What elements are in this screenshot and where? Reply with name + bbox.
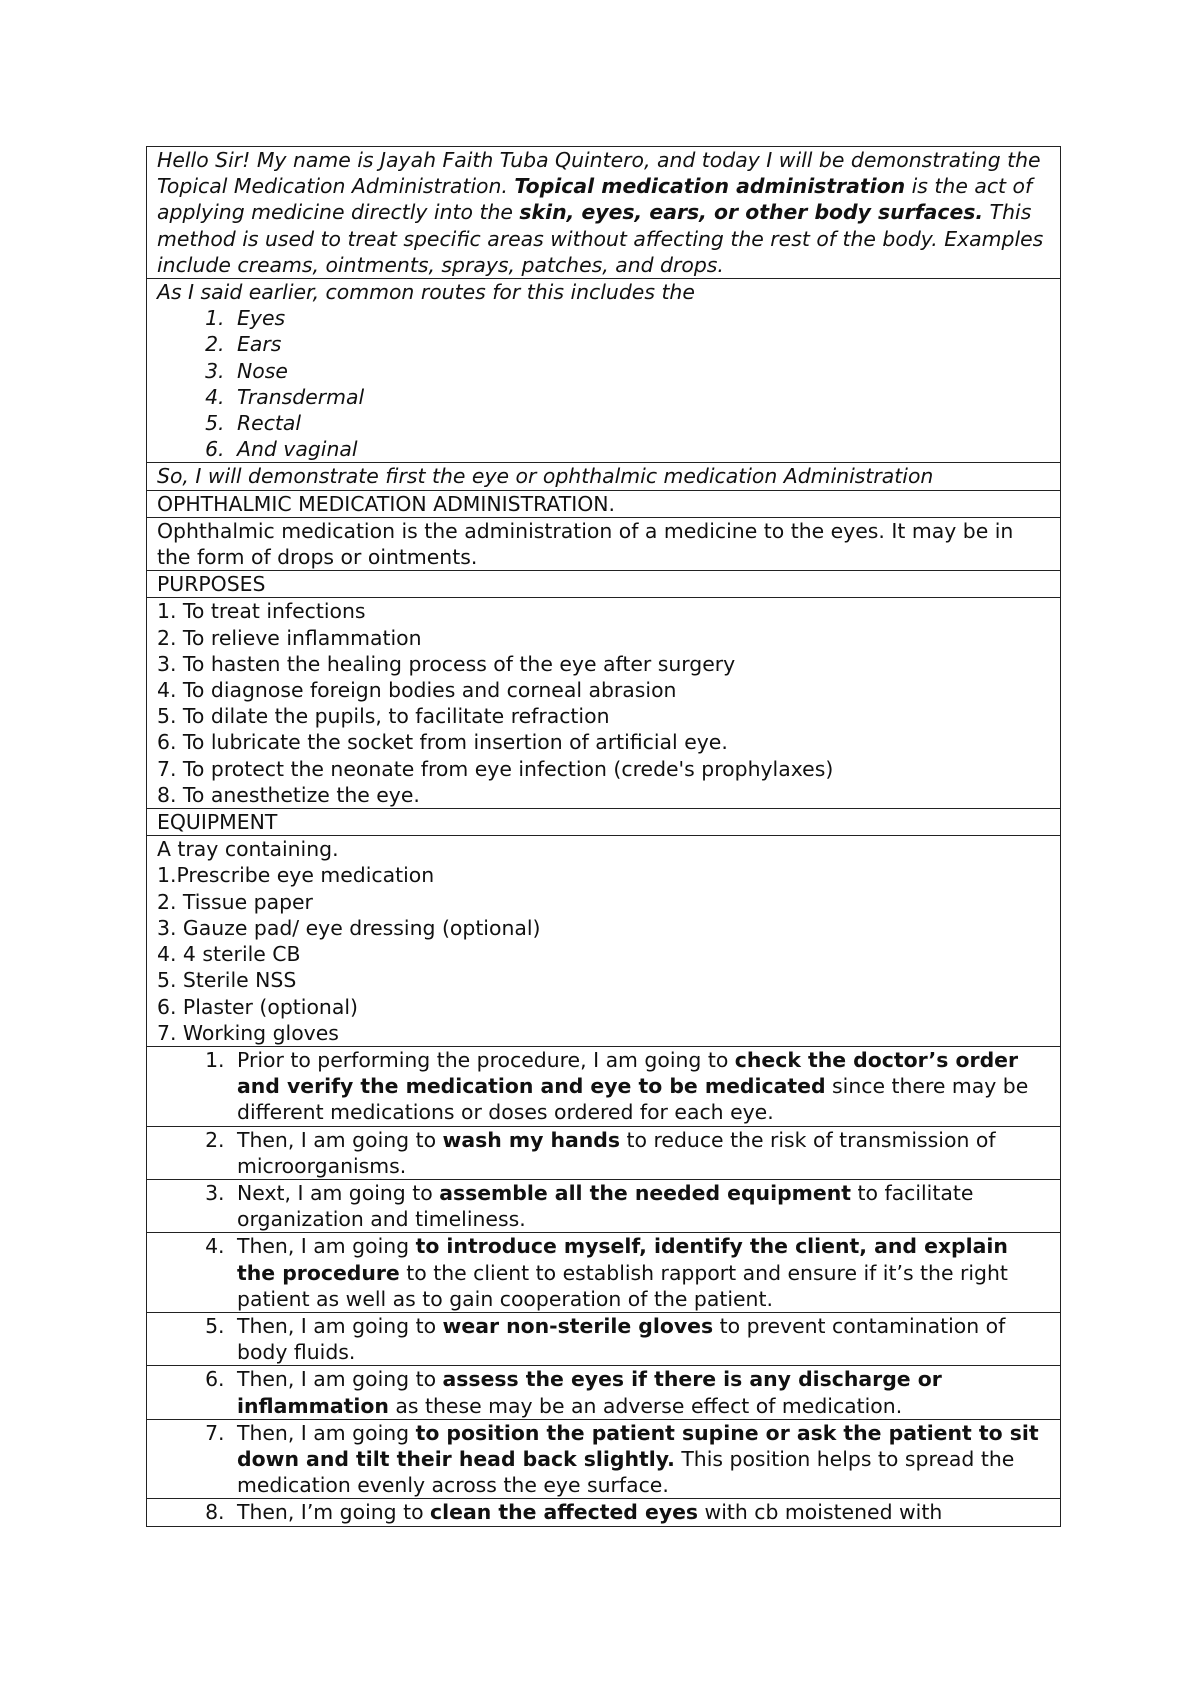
demo-line: So, I will demonstrate first the eye or ophthalmic medication Administration xyxy=(147,463,1061,490)
ophthalmic-heading-row xyxy=(147,490,1061,517)
equipment-item: 5. Sterile NSS xyxy=(157,968,297,993)
step-item xyxy=(231,1180,1050,1232)
step-text: to reduce the risk of transmission of microorganisms. xyxy=(237,1127,996,1178)
demo-row xyxy=(147,463,1061,490)
step-bold: assemble all the needed equipment xyxy=(439,1180,852,1205)
equipment-item: 1.Prescribe eye medication xyxy=(157,863,435,888)
step-text: as these may be an adverse effect of medication. xyxy=(388,1393,903,1418)
purposes-heading-row xyxy=(147,571,1061,598)
route-item: 5. Rectal xyxy=(231,410,1050,436)
routes-cell xyxy=(147,279,1061,463)
step-cell xyxy=(147,1499,1061,1526)
step-item xyxy=(231,1233,1050,1312)
step-bold: to introduce myself, identify the client, and explain the procedure xyxy=(237,1234,1008,1285)
step-bold: to position the patient supine or ask the patient to sit down and tilt their head back slightly. xyxy=(237,1420,1039,1471)
step-text: Next, I am going to xyxy=(237,1180,440,1205)
equipment-item: 3. Gauze pad/ eye dressing (optional) xyxy=(157,915,541,940)
purposes-row xyxy=(147,598,1061,809)
purpose-item: 3. To hasten the healing process of the eye after surgery xyxy=(157,651,736,676)
step-text: Then, I am going to xyxy=(237,1127,443,1152)
route-item: 3. Nose xyxy=(231,358,1050,384)
route-item: 6. And vaginal xyxy=(231,436,1050,462)
purpose-item: 7. To protect the neonate from eye infection (crede's prophylaxes) xyxy=(157,756,834,781)
step-text: to the client to establish rapport and ensure if it’s the right patient as well as to gain cooperation of the patient. xyxy=(237,1260,1008,1311)
step-text: to prevent contamination of body fluids. xyxy=(237,1313,1006,1365)
equipment-item: 4. 4 sterile CB xyxy=(157,942,301,967)
step-bold: clean the affected eyes xyxy=(430,1500,699,1525)
intro-cell xyxy=(147,147,1061,279)
step-text: This position helps to spread the medication evenly across the eye surface. xyxy=(237,1446,1015,1498)
procedure-table xyxy=(146,146,1061,1527)
step-cell xyxy=(147,1179,1061,1232)
equipment-lead: A tray containing. xyxy=(157,837,339,862)
step-item xyxy=(231,1366,1050,1418)
equipment-heading-row xyxy=(147,809,1061,836)
equipment-item: 7. Working gloves xyxy=(157,1020,339,1045)
equipment-row xyxy=(147,836,1061,1047)
step-item xyxy=(231,1047,1050,1126)
step-cell xyxy=(147,1419,1061,1499)
step-cell xyxy=(147,1366,1061,1419)
route-item: 2. Ears xyxy=(231,331,1050,357)
step-row xyxy=(147,1126,1061,1179)
equipment-item: 6. Plaster (optional) xyxy=(157,994,358,1019)
ophthalmic-definition-row xyxy=(147,517,1061,570)
purpose-item: 4. To diagnose foreign bodies and corneal abrasion xyxy=(157,678,677,703)
step-row xyxy=(147,1312,1061,1365)
step-row xyxy=(147,1046,1061,1126)
intro-row xyxy=(147,147,1061,279)
purpose-item: 6. To lubricate the socket from insertion of artificial eye. xyxy=(157,730,728,755)
step-text: Then, I am going xyxy=(237,1234,416,1259)
step-text: Then, I’m going to xyxy=(237,1500,431,1525)
step-item xyxy=(231,1313,1050,1365)
step-cell xyxy=(147,1233,1061,1313)
step-text: to facilitate organization and timeliness. xyxy=(237,1180,974,1232)
equipment-heading: EQUIPMENT xyxy=(147,809,1061,836)
ophthalmic-heading: OPHTHALMIC MEDICATION ADMINISTRATION. xyxy=(147,490,1061,517)
step-row xyxy=(147,1419,1061,1499)
step-text: with cb moistened with xyxy=(698,1500,943,1525)
equipment-cell xyxy=(147,836,1061,1047)
step-text: since there may be different medications or doses ordered for each eye. xyxy=(237,1074,1029,1125)
purpose-item: 8. To anesthetize the eye. xyxy=(157,782,420,807)
step-bold: wear non-sterile gloves xyxy=(442,1313,714,1338)
intro-bold-2: skin, eyes, ears, or other body surfaces. xyxy=(519,200,984,225)
intro-text-1: Hello Sir! My name is Jayah Faith Tuba Quintero, and today I will be demonstrating the Topical Medication Administration. xyxy=(157,148,1041,199)
step-cell xyxy=(147,1312,1061,1365)
step-text: Then, I am going xyxy=(237,1420,416,1445)
intro-text-2: is the act of applying medicine directly into the xyxy=(157,174,1033,225)
purpose-item: 5. To dilate the pupils, to facilitate refraction xyxy=(157,704,610,729)
step-item xyxy=(231,1499,1050,1525)
step-text: Then, I am going to xyxy=(237,1367,443,1392)
routes-row xyxy=(147,279,1061,463)
intro-bold-1: Topical medication administration xyxy=(514,174,906,199)
step-cell xyxy=(147,1126,1061,1179)
step-row xyxy=(147,1179,1061,1232)
routes-lead: As I said earlier, common routes for this includes the xyxy=(157,280,695,305)
step-item xyxy=(231,1420,1050,1499)
step-bold: wash my hands xyxy=(442,1127,621,1152)
step-item xyxy=(231,1127,1050,1179)
route-item: 4. Transdermal xyxy=(231,384,1050,410)
routes-list xyxy=(157,305,1050,462)
ophthalmic-definition: Ophthalmic medication is the administration of a medicine to the eyes. It may be in the form of drops or ointments. xyxy=(147,517,1061,570)
step-bold: check the doctor’s order and verify the medication and eye to be medicated xyxy=(237,1047,1019,1099)
intro-text-3: This method is used to treat specific areas without affecting the rest of the body. Examples include creams, ointments, sprays, patches, and drops. xyxy=(157,200,1044,277)
step-row xyxy=(147,1366,1061,1419)
purposes-cell xyxy=(147,598,1061,809)
purposes-heading: PURPOSES xyxy=(147,571,1061,598)
step-cell xyxy=(147,1046,1061,1126)
route-item: 1. Eyes xyxy=(231,305,1050,331)
step-bold: assess the eyes if there is any discharge or inflammation xyxy=(237,1367,942,1418)
step-row xyxy=(147,1499,1061,1526)
purpose-item: 2. To relieve inflammation xyxy=(157,625,422,650)
step-text: Then, I am going to xyxy=(237,1313,443,1338)
equipment-item: 2. Tissue paper xyxy=(157,889,313,914)
purpose-item: 1. To treat infections xyxy=(157,599,366,624)
step-text: Prior to performing the procedure, I am going to xyxy=(237,1047,735,1072)
step-row xyxy=(147,1233,1061,1313)
